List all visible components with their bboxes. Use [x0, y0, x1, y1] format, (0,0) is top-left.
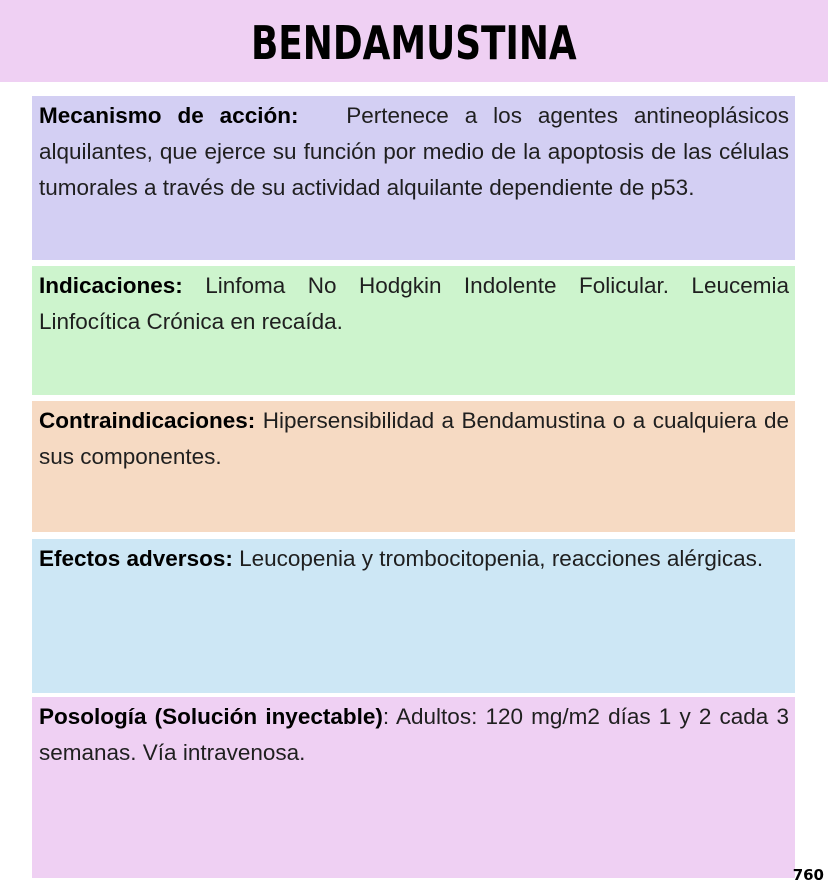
section-text: Leucopenia y trombocitopenia, reacciones alérgicas.: [239, 546, 764, 571]
section-text: : Adultos: 120 mg/m2 días 1 y 2 cada 3 semanas. Vía intravenosa.: [39, 704, 789, 765]
section-efectos-adversos: [32, 539, 795, 693]
section-contraindicaciones: [32, 401, 795, 532]
page-title: BENDAMUSTINA: [251, 16, 577, 70]
section-label: Contraindicaciones:: [39, 408, 256, 433]
section-label: Posología (Solución inyectable): [39, 704, 383, 729]
page-number: 760: [792, 866, 824, 884]
title-banner: [0, 0, 828, 82]
section-label: Efectos adversos:: [39, 546, 233, 571]
section-mecanismo-de-accion: [32, 96, 795, 260]
section-indicaciones: [32, 266, 795, 395]
section-text: Linfoma No Hodgkin Indolente Folicular. Leucemia Linfocítica Crónica en recaída.: [39, 273, 789, 334]
section-label: Indicaciones:: [39, 273, 183, 298]
section-text: Pertenece a los agentes antineoplásicos alquilantes, que ejerce su función por medio de la apoptosis de las células tumorales a través de su actividad alquilante dependiente de p53.: [39, 103, 789, 200]
section-text: Hipersensibilidad a Bendamustina o a cualquiera de sus componentes.: [39, 408, 789, 469]
section-posologia: [32, 697, 795, 878]
section-label: Mecanismo de acción:: [39, 103, 299, 128]
